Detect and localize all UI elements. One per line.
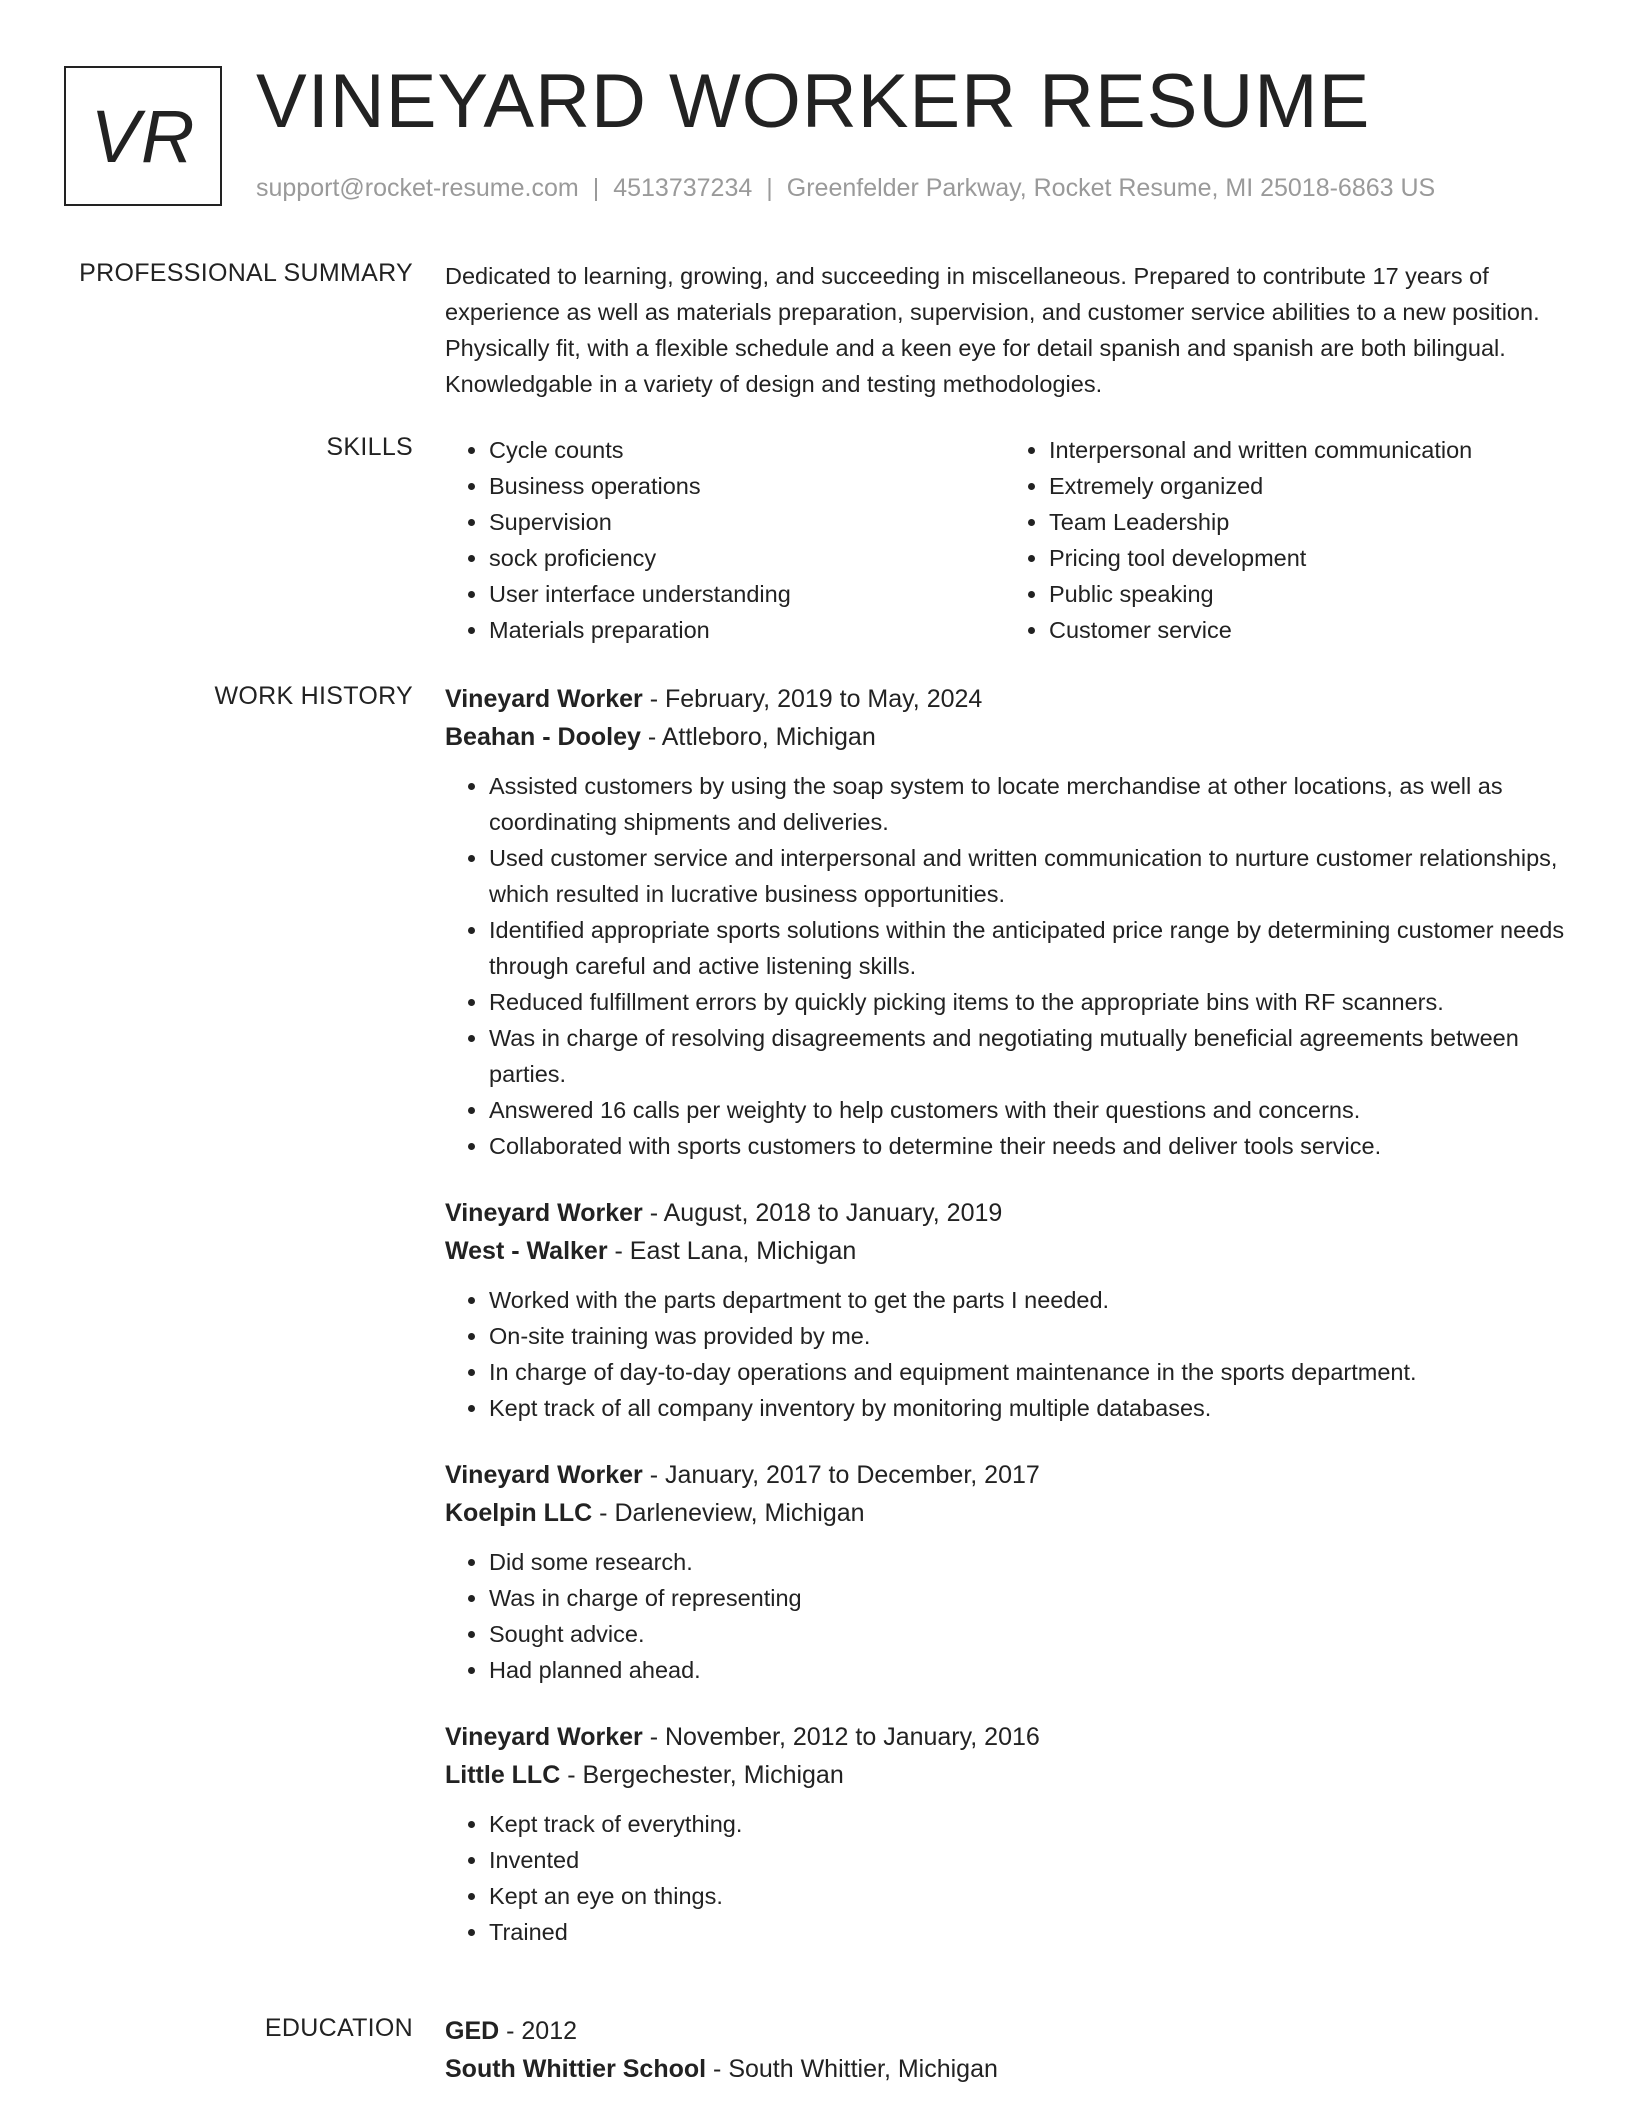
job-bullets: [445, 768, 1565, 1164]
monogram-logo: VR: [64, 66, 222, 206]
education-location: South Whittier, Michigan: [728, 2055, 998, 2083]
job-dates: February, 2019 to May, 2024: [665, 685, 983, 713]
education-school-line: South Whittier School - South Whittier, Michigan: [445, 2055, 998, 2083]
job-company-line: Koelpin LLC - Darleneview, Michigan: [445, 1499, 865, 1527]
job-bullets: [445, 1282, 1565, 1426]
section-label-work-history: WORK HISTORY: [214, 682, 413, 710]
summary-text: Dedicated to learning, growing, and succeeding in miscellaneous. Prepared to contribute 17 years of experience as well as materials preparation, supervision, and customer service abilities to a new position. Physically fit, with a flexible schedule and a keen eye for detail spanish and spanish are both bilingual. Knowledgable in a variety of design and testing methodologies.: [445, 263, 1540, 397]
job-title: Vineyard Worker: [445, 1199, 643, 1227]
job-bullet: • Was in charge of representing: [489, 1580, 1565, 1616]
work-history-body: [445, 680, 1565, 1950]
job-bullets: [445, 1806, 1565, 1950]
contact-email: support@rocket-resume.com: [256, 174, 579, 202]
job-entry: [445, 1456, 1565, 1688]
education-degree: GED: [445, 2017, 500, 2045]
job-title: Vineyard Worker: [445, 1723, 643, 1751]
skill-item: • Customer service: [1049, 612, 1565, 648]
skill-item: • Public speaking: [1049, 576, 1565, 612]
skill-item: • Extremely organized: [1049, 468, 1565, 504]
job-title: Vineyard Worker: [445, 685, 643, 713]
resume-title: VINEYARD WORKER RESUME: [256, 59, 1371, 144]
job-bullet: • Collaborated with sports customers to determine their needs and deliver tools service.: [489, 1128, 1565, 1164]
job-bullet: • On-site training was provided by me.: [489, 1318, 1565, 1354]
education-body: [445, 2012, 1565, 2088]
job-company-line: Little LLC - Bergechester, Michigan: [445, 1761, 844, 1789]
skills-list-left: [445, 432, 1005, 648]
contact-line: [256, 174, 1435, 203]
job-title-line: Vineyard Worker - November, 2012 to January, 2016: [445, 1723, 1040, 1751]
job-bullet: • Kept an eye on things.: [489, 1878, 1565, 1914]
job-location: East Lana, Michigan: [629, 1237, 857, 1265]
job-bullet: • Assisted customers by using the soap system to locate merchandise at other locations, as well as coordinating shipments and deliveries.: [489, 768, 1565, 840]
job-dates: November, 2012 to January, 2016: [665, 1723, 1040, 1751]
skills-list-right: [1005, 432, 1565, 648]
education-school: South Whittier School: [445, 2055, 707, 2083]
job-dates: August, 2018 to January, 2019: [663, 1199, 1003, 1227]
contact-separator: |: [592, 174, 600, 202]
skill-item: • Supervision: [489, 504, 1005, 540]
job-bullet: • Was in charge of resolving disagreements and negotiating mutually beneficial agreements between parties.: [489, 1020, 1565, 1092]
job-bullet: • Used customer service and interpersonal and written communication to nurture customer relationships, which resulted in lucrative business opportunities.: [489, 840, 1565, 912]
job-bullet: • In charge of day-to-day operations and equipment maintenance in the sports department.: [489, 1354, 1565, 1390]
job-location: Attleboro, Michigan: [661, 723, 876, 751]
skill-item: • Business operations: [489, 468, 1005, 504]
contact-separator: |: [766, 174, 773, 202]
job-bullet: • Trained: [489, 1914, 1565, 1950]
job-title-line: Vineyard Worker - August, 2018 to January, 2019: [445, 1199, 1003, 1227]
job-bullet: • Did some research.: [489, 1544, 1565, 1580]
job-bullet: • Sought advice.: [489, 1616, 1565, 1652]
job-dates: January, 2017 to December, 2017: [665, 1461, 1040, 1489]
job-title-line: Vineyard Worker - January, 2017 to December, 2017: [445, 1461, 1040, 1489]
job-location: Bergechester, Michigan: [582, 1761, 844, 1789]
job-bullet: • Kept track of all company inventory by monitoring multiple databases.: [489, 1390, 1565, 1426]
job-company-line: West - Walker - East Lana, Michigan: [445, 1237, 857, 1265]
skills-body: [445, 432, 1565, 648]
contact-phone: 4513737234: [613, 174, 753, 202]
job-title-line: Vineyard Worker - February, 2019 to May, 2024: [445, 685, 983, 713]
section-label-education: EDUCATION: [264, 2014, 413, 2042]
job-company-line: Beahan - Dooley - Attleboro, Michigan: [445, 723, 876, 751]
job-bullet: • Reduced fulfillment errors by quickly picking items to the appropriate bins with RF scanners.: [489, 984, 1565, 1020]
job-bullet: • Worked with the parts department to get the parts I needed.: [489, 1282, 1565, 1318]
job-company: West - Walker: [445, 1237, 608, 1265]
job-entry: [445, 1718, 1565, 1950]
job-title: Vineyard Worker: [445, 1461, 643, 1489]
job-entry: [445, 680, 1565, 1164]
job-bullet: • Identified appropriate sports solutions within the anticipated price range by determining customer needs through careful and active listening skills.: [489, 912, 1565, 984]
skill-item: • Pricing tool development: [1049, 540, 1565, 576]
skill-item: • User interface understanding: [489, 576, 1005, 612]
skill-item: • sock proficiency: [489, 540, 1005, 576]
job-bullet: • Invented: [489, 1842, 1565, 1878]
education-year: 2012: [521, 2017, 578, 2045]
section-label-skills: SKILLS: [326, 433, 413, 461]
job-bullets: [445, 1544, 1565, 1688]
summary-body: [445, 258, 1565, 402]
job-entry: [445, 1194, 1565, 1426]
education-degree-line: GED - 2012: [445, 2017, 578, 2045]
job-company: Little LLC: [445, 1761, 561, 1789]
job-bullet: • Answered 16 calls per weighty to help customers with their questions and concerns.: [489, 1092, 1565, 1128]
skill-item: • Interpersonal and written communication: [1049, 432, 1565, 468]
job-company: Beahan - Dooley: [445, 723, 641, 751]
skill-item: • Cycle counts: [489, 432, 1005, 468]
skill-item: • Team Leadership: [1049, 504, 1565, 540]
job-bullet: • Had planned ahead.: [489, 1652, 1565, 1688]
section-label-summary: PROFESSIONAL SUMMARY: [79, 259, 413, 287]
job-bullet: • Kept track of everything.: [489, 1806, 1565, 1842]
skill-item: • Materials preparation: [489, 612, 1005, 648]
contact-address: Greenfelder Parkway, Rocket Resume, MI 25018-6863 US: [786, 174, 1436, 202]
job-company: Koelpin LLC: [445, 1499, 593, 1527]
job-location: Darleneview, Michigan: [614, 1499, 865, 1527]
